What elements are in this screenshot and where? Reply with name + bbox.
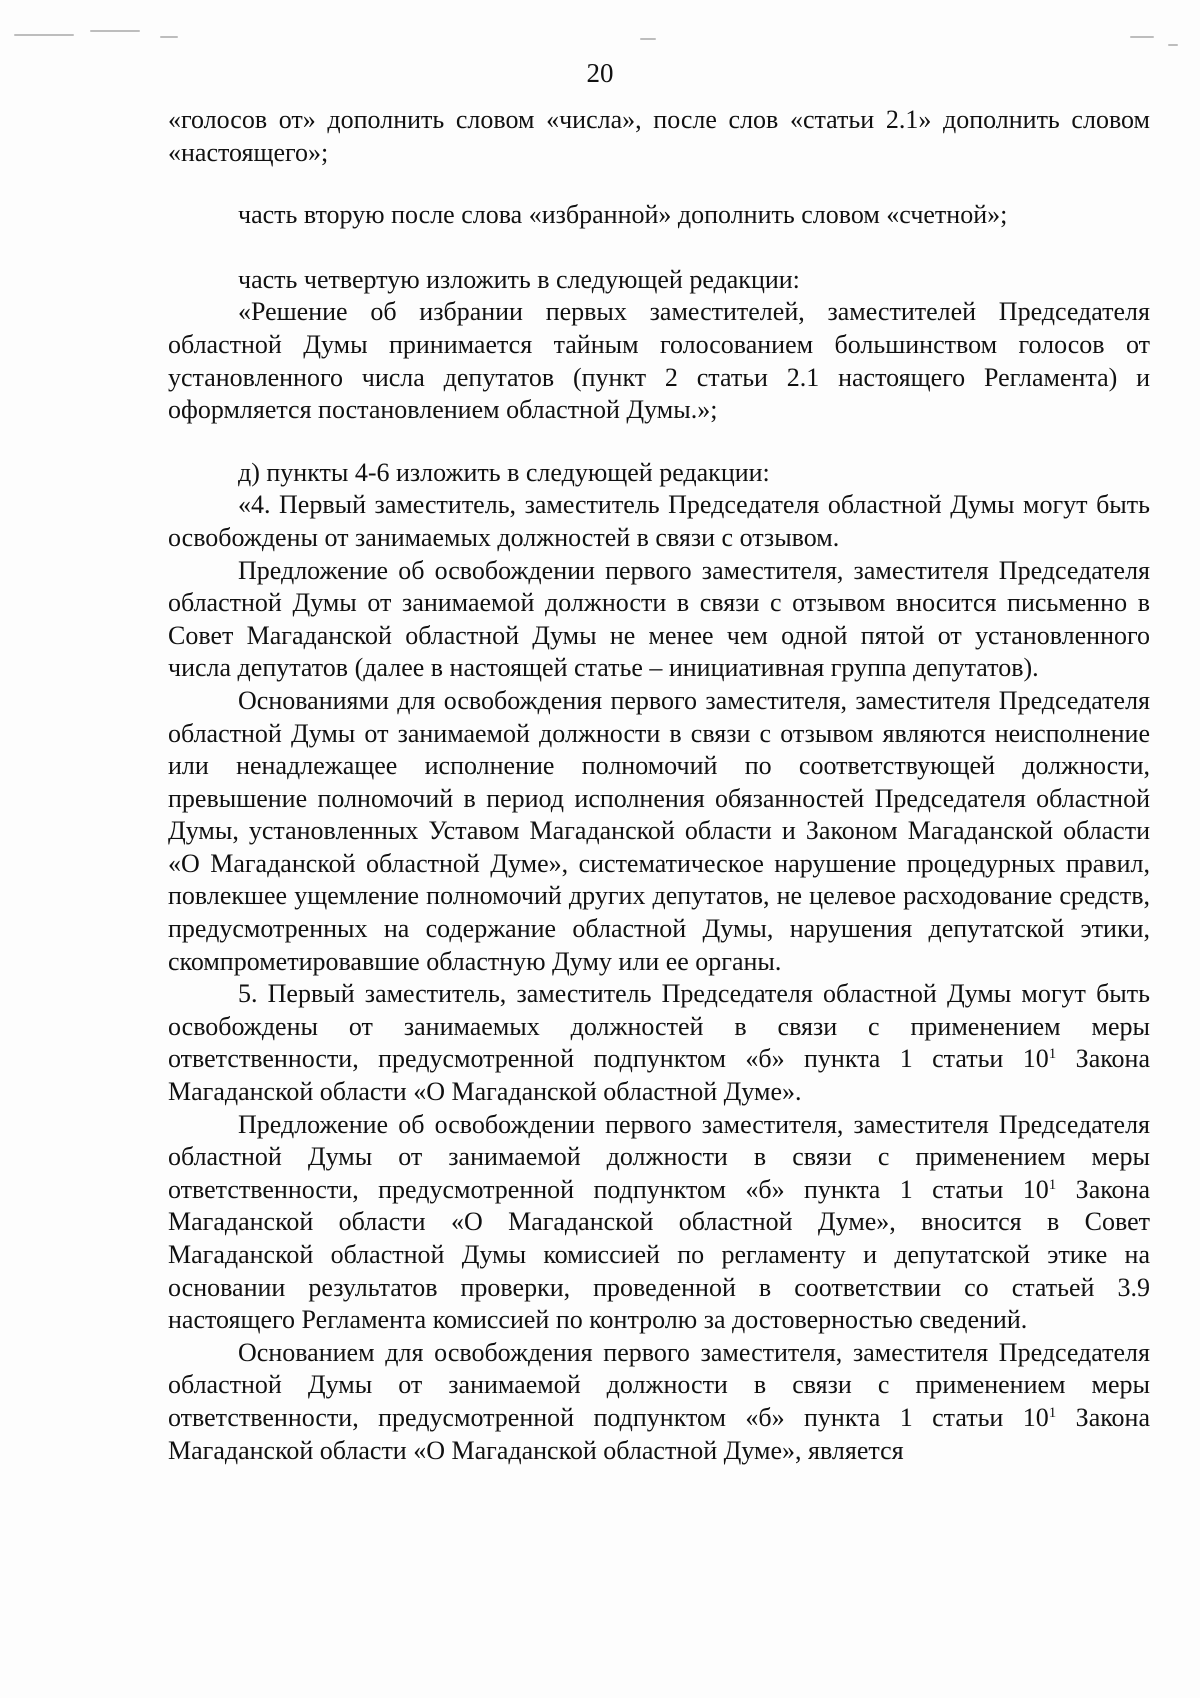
paragraph-text: Закона Магаданской области «О Магаданской областной Думе», является [168, 1402, 1150, 1465]
paragraph: часть четвертую изложить в следующей редакции: [238, 264, 800, 294]
scan-noise [0, 0, 1200, 60]
paragraph-text: 5. Первый заместитель, заместитель Председателя областной Думы могут быть освобождены от занимаемых должностей в связи с применением меры ответственности, предусмотренной подпунктом «б» пункта 1 статьи 10 [168, 979, 1150, 1074]
paragraph: часть вторую после слова «избранной» дополнить словом «счетной»; [238, 200, 1008, 230]
paragraph: «Решение об избрании первых заместителей, заместителей Председателя областной Думы принимается тайным голосованием большинством голосов от установленного числа депутатов (пункт 2 статьи 2.1 настоящего Регламента) и оформляется постановлением областной Думы.»; [168, 297, 1150, 425]
superscript: 1 [1048, 1176, 1057, 1193]
paragraph [168, 978, 1150, 1108]
superscript: 1 [1048, 1046, 1057, 1063]
scan-speck [90, 30, 140, 32]
paragraph [168, 1109, 1150, 1337]
paragraph: «голосов от» дополнить словом «числа», после слов «статьи 2.1» дополнить словом «настоящего»; [168, 105, 1150, 167]
scan-speck [14, 34, 74, 36]
paragraph: д) пункты 4-6 изложить в следующей редакции: [238, 457, 770, 487]
scan-speck [640, 38, 656, 40]
paragraph [168, 1337, 1150, 1467]
scan-speck [1130, 36, 1154, 38]
paragraph: Основаниями для освобождения первого заместителя, заместителя Председателя областной Думы от занимаемой должности в связи с отзывом являются неисполнение или ненадлежащее исполнение полномочий по соответствующей должности, превышение полномочий в период исполнения обязанностей Председателя областной Думы, установленных Уставом Магаданской области и Законом Магаданской области «О Магаданской областной Думе», систематическое нарушение процедурных правил, повлекшее ущемление полномочий других депутатов, не целевое расходование средств, предусмотренных на содержание областной Думы, нарушения депутатской этики, скомпрометировавшие областную Думу или ее органы. [168, 685, 1150, 976]
superscript: 1 [1048, 1404, 1057, 1421]
paragraph: Предложение об освобождении первого заместителя, заместителя Председателя областной Думы от занимаемой должности в связи с отзывом вносится письменно в Совет Магаданской областной Думы не менее чем одной пятой от установленного числа депутатов (далее в настоящей статье – инициативная группа депутатов). [168, 555, 1150, 683]
scan-speck [160, 36, 178, 38]
paragraph-text: Закона Магаданской области «О Магаданской областной Думе», вносится в Совет Магаданской областной Думы комиссией по регламенту и депутатской этике на основании результатов проверки, проведенной в соответствии со статьей 3.9 настоящего Регламента комиссией по контролю за достоверностью сведений. [168, 1174, 1150, 1335]
scan-speck [1168, 44, 1178, 46]
page-number: 20 [586, 58, 614, 88]
paragraph-text: Основанием для освобождения первого заместителя, заместителя Председателя областной Думы от занимаемой должности в связи с применением меры ответственности, предусмотренной подпунктом «б» пункта 1 статьи 10 [168, 1337, 1150, 1432]
document-body [168, 104, 1150, 1467]
paragraph-text: Предложение об освобождении первого заместителя, заместителя Председателя областной Думы от занимаемой должности в связи с применением меры ответственности, предусмотренной подпунктом «б» пункта 1 статьи 10 [168, 1109, 1150, 1204]
paragraph: «4. Первый заместитель, заместитель Председателя областной Думы могут быть освобождены от занимаемых должностей в связи с отзывом. [168, 490, 1150, 552]
paragraph-text: Закона Магаданской области «О Магаданской областной Думе». [168, 1044, 1150, 1107]
